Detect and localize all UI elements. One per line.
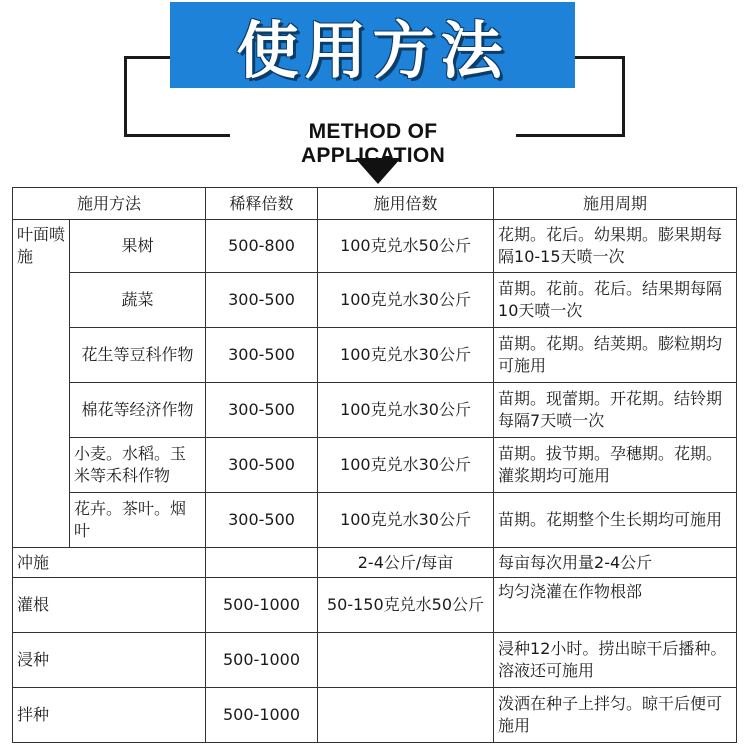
table-row	[13, 688, 737, 743]
foliar-group-label: 叶面喷施	[13, 220, 70, 548]
bracket-right-horizontal	[516, 134, 625, 137]
period-cell: 苗期。花期整个生长期均可施用	[494, 493, 737, 548]
dosage-cell: 100克兑水30公斤	[318, 383, 494, 438]
crop-cell: 小麦。水稻。玉米等禾科作物	[70, 438, 206, 493]
table-row	[13, 493, 737, 548]
crop-cell: 花卉。茶叶。烟叶	[70, 493, 206, 548]
dosage-cell: 100克兑水30公斤	[318, 493, 494, 548]
crop-cell: 果树	[70, 220, 206, 273]
dilution-cell	[206, 548, 318, 578]
table-row	[13, 328, 737, 383]
header-dilution: 稀释倍数	[206, 188, 318, 220]
period-cell: 花期。花后。幼果期。膨果期每隔10-15天喷一次	[494, 220, 737, 273]
table-row	[13, 578, 737, 633]
dosage-cell: 100克兑水30公斤	[318, 273, 494, 328]
down-arrow-icon	[355, 158, 401, 184]
table-row	[13, 548, 737, 578]
dilution-cell: 300-500	[206, 273, 318, 328]
header-period: 施用周期	[494, 188, 737, 220]
dilution-cell: 500-1000	[206, 578, 318, 633]
dosage-cell: 100克兑水50公斤	[318, 220, 494, 273]
dilution-cell: 300-500	[206, 438, 318, 493]
dosage-cell: 50-150克兑水50公斤	[318, 578, 494, 633]
title-banner	[170, 2, 575, 88]
header-dosage: 施用倍数	[318, 188, 494, 220]
crop-cell: 花生等豆科作物	[70, 328, 206, 383]
method-cell: 拌种	[13, 688, 206, 743]
table-row	[13, 438, 737, 493]
dilution-cell: 500-800	[206, 220, 318, 273]
period-cell: 苗期。现蕾期。开花期。结铃期每隔7天喷一次	[494, 383, 737, 438]
table-row	[13, 383, 737, 438]
dilution-cell: 500-1000	[206, 633, 318, 688]
dilution-cell: 300-500	[206, 493, 318, 548]
period-cell: 泼洒在种子上拌匀。晾干后便可施用	[494, 688, 737, 743]
method-cell: 灌根	[13, 578, 206, 633]
dosage-cell	[318, 633, 494, 688]
period-cell: 浸种12小时。捞出晾干后播种。溶液还可施用	[494, 633, 737, 688]
header-method: 施用方法	[13, 188, 206, 220]
dosage-cell: 100克兑水30公斤	[318, 328, 494, 383]
period-cell: 每亩每次用量2-4公斤	[494, 548, 737, 578]
page-title: 使用方法	[236, 13, 509, 87]
table-row	[13, 220, 737, 273]
table-row	[13, 273, 737, 328]
table-header-row	[13, 188, 737, 220]
period-cell: 苗期。花期。结荚期。膨粒期均可施用	[494, 328, 737, 383]
period-cell: 苗期。拔节期。孕穗期。花期。灌浆期均可施用	[494, 438, 737, 493]
dosage-cell: 2-4公斤/每亩	[318, 548, 494, 578]
bracket-left-top	[124, 56, 170, 59]
application-table	[12, 187, 737, 743]
bracket-right-vertical	[622, 56, 625, 136]
dosage-cell: 100克兑水30公斤	[318, 438, 494, 493]
bracket-right-top	[575, 56, 625, 59]
period-cell: 苗期。花前。花后。结果期每隔10天喷一次	[494, 273, 737, 328]
dilution-cell: 300-500	[206, 383, 318, 438]
crop-cell: 蔬菜	[70, 273, 206, 328]
dilution-cell: 300-500	[206, 328, 318, 383]
bracket-left-horizontal	[124, 134, 230, 137]
method-cell: 浸种	[13, 633, 206, 688]
method-cell: 冲施	[13, 548, 206, 578]
dosage-cell	[318, 688, 494, 743]
table-row	[13, 633, 737, 688]
dilution-cell: 500-1000	[206, 688, 318, 743]
crop-cell: 棉花等经济作物	[70, 383, 206, 438]
period-cell: 均匀浇灌在作物根部	[494, 578, 737, 633]
bracket-left-vertical	[124, 56, 127, 136]
subtitle: METHOD OF APPLICATION	[300, 120, 446, 167]
